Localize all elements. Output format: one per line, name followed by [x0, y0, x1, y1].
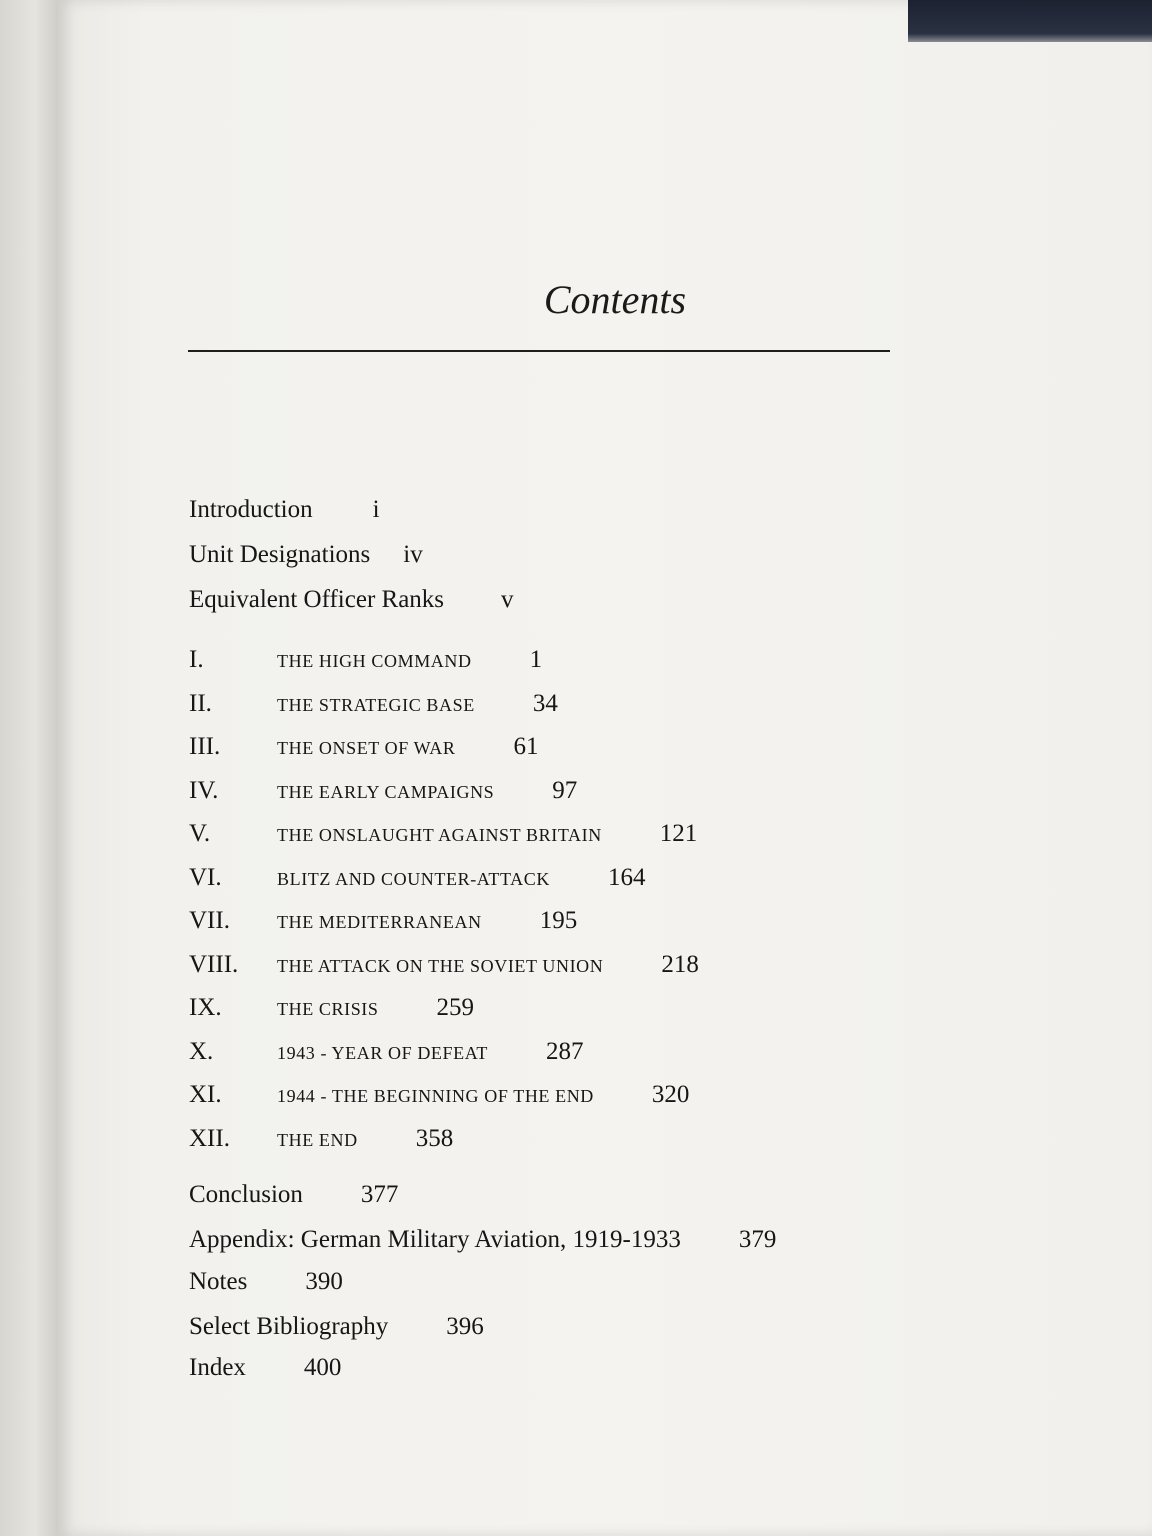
- entry-label: Unit Designations: [189, 541, 371, 568]
- toc-chapter-7[interactable]: [189, 907, 577, 935]
- chapter-title: THE ATTACK ON THE SOVIET UNION: [277, 956, 604, 976]
- toc-chapter-10[interactable]: [189, 1038, 583, 1066]
- toc-entry-appendix[interactable]: [189, 1226, 776, 1254]
- chapter-page: 121: [659, 820, 698, 847]
- toc-entry-index[interactable]: [189, 1354, 341, 1382]
- chapter-page: 34: [532, 690, 558, 717]
- toc-chapter-4[interactable]: [189, 777, 577, 805]
- entry-page: 379: [738, 1226, 777, 1253]
- chapter-number: IV.: [189, 777, 219, 804]
- chapter-title: THE CRISIS: [277, 999, 379, 1019]
- entry-label: Equivalent Officer Ranks: [189, 586, 445, 613]
- chapter-number: XII.: [189, 1125, 230, 1152]
- toc-entry-conclusion[interactable]: [189, 1181, 398, 1209]
- page-title: Contents: [543, 277, 687, 322]
- chapter-number: VII.: [189, 907, 230, 934]
- toc-chapter-11[interactable]: [189, 1081, 689, 1109]
- chapter-number: V.: [189, 820, 211, 847]
- entry-label: Appendix: German Military Aviation, 1919-1933: [189, 1226, 681, 1253]
- chapter-page: 164: [607, 864, 646, 891]
- toc-chapter-9[interactable]: [189, 994, 474, 1022]
- toc-chapter-5[interactable]: [189, 820, 697, 848]
- toc-entry-introduction[interactable]: [189, 496, 380, 524]
- toc-chapter-8[interactable]: [189, 951, 699, 979]
- chapter-page: 218: [661, 951, 699, 978]
- toc-chapter-1[interactable]: [189, 646, 542, 674]
- entry-page: 400: [303, 1354, 342, 1381]
- entry-page: v: [501, 586, 514, 613]
- chapter-title: THE ONSLAUGHT AGAINST BRITAIN: [277, 825, 602, 845]
- entry-page: i: [372, 496, 380, 523]
- chapter-title: THE STRATEGIC BASE: [277, 695, 475, 715]
- toc-entry-select-bibliography[interactable]: [189, 1313, 484, 1341]
- entry-label: Select Bibliography: [189, 1313, 389, 1340]
- chapter-number: X.: [189, 1038, 214, 1065]
- chapter-number: XI.: [189, 1081, 222, 1108]
- chapter-number: VI.: [189, 864, 222, 891]
- chapter-title: THE EARLY CAMPAIGNS: [277, 782, 495, 802]
- toc-entry-notes[interactable]: [189, 1268, 343, 1296]
- chapter-title: THE ONSET OF WAR: [277, 738, 456, 758]
- entry-label: Notes: [189, 1268, 248, 1295]
- chapter-title: 1943 - YEAR OF DEFEAT: [277, 1043, 488, 1063]
- chapter-page: 97: [552, 777, 578, 804]
- chapter-page: 320: [651, 1081, 690, 1108]
- toc-entry-equivalent-officer-ranks[interactable]: [189, 586, 514, 614]
- entry-label: Conclusion: [189, 1181, 303, 1208]
- chapter-page: 259: [436, 994, 475, 1021]
- entry-page: iv: [403, 541, 423, 568]
- chapter-page: 1: [529, 646, 543, 673]
- entry-label: Index: [189, 1354, 246, 1381]
- chapter-number: II.: [189, 690, 212, 717]
- toc-chapter-2[interactable]: [189, 690, 558, 718]
- chapter-title: THE END: [277, 1130, 358, 1150]
- chapter-page: 358: [415, 1125, 454, 1152]
- entry-label: Introduction: [189, 496, 313, 523]
- entry-page: 396: [446, 1313, 484, 1340]
- chapter-number: IX.: [189, 994, 222, 1021]
- chapter-page: 195: [539, 907, 578, 934]
- chapter-page: 287: [545, 1038, 584, 1065]
- chapter-title: THE MEDITERRANEAN: [277, 912, 482, 932]
- toc-entry-unit-designations[interactable]: [189, 541, 423, 569]
- chapter-title: 1944 - THE BEGINNING OF THE END: [277, 1086, 594, 1106]
- chapter-number: VIII.: [189, 951, 239, 978]
- chapter-number: III.: [189, 733, 221, 760]
- toc-chapter-3[interactable]: [189, 733, 538, 761]
- chapter-page: 61: [513, 733, 539, 760]
- entry-page: 377: [360, 1181, 399, 1208]
- entry-page: 390: [305, 1268, 343, 1295]
- chapter-title: BLITZ AND COUNTER-ATTACK: [277, 869, 550, 889]
- toc-chapter-6[interactable]: [189, 864, 645, 892]
- chapter-title: THE HIGH COMMAND: [277, 651, 472, 671]
- chapter-number: I.: [189, 646, 204, 673]
- toc-chapter-12[interactable]: [189, 1125, 453, 1153]
